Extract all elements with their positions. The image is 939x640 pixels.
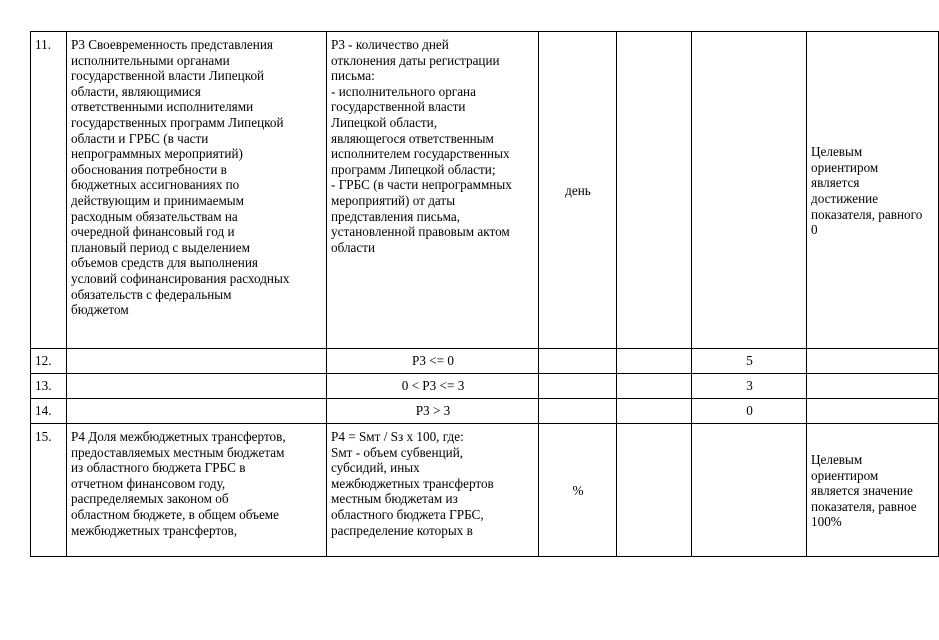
row-number: 14. (31, 399, 67, 424)
score-cell (692, 32, 807, 349)
row-number: 11. (31, 32, 67, 349)
target-cell: Целевым ориентиром является достижение показателя, равного 0 (807, 32, 939, 349)
weight-cell (617, 349, 692, 374)
indicator-formula: Р3 <= 0 (327, 349, 539, 374)
target-cell: Целевым ориентиром является значение показателя, равное 100% (807, 424, 939, 557)
row-number: 15. (31, 424, 67, 557)
target-cell (807, 349, 939, 374)
weight-cell (617, 399, 692, 424)
weight-cell (617, 424, 692, 557)
row-number: 12. (31, 349, 67, 374)
target-cell (807, 374, 939, 399)
table-row (31, 374, 939, 399)
row-number: 13. (31, 374, 67, 399)
unit-cell (539, 349, 617, 374)
target-cell (807, 399, 939, 424)
indicator-formula: Р3 - количество дней отклонения даты регистрации письма: - исполнительного органа государственной власти Липецкой области, являющегося ответственным исполнителем государственных программ Липецкой области; - ГРБС (в части непрограммных мероприятий) от даты представления письма, установленной правовым актом области (327, 32, 539, 349)
unit-cell (539, 399, 617, 424)
table-row (31, 399, 939, 424)
weight-cell (617, 374, 692, 399)
score-cell: 0 (692, 399, 807, 424)
weight-cell (617, 32, 692, 349)
unit-cell (539, 374, 617, 399)
unit-cell: % (539, 424, 617, 557)
indicator-name: Р4 Доля межбюджетных трансфертов, предоставляемых местным бюджетам из областного бюджета ГРБС в отчетном финансовом году, распределяемых законом об областном бюджете, в общем объеме межбюджетных трансфертов, (67, 424, 327, 557)
indicator-table (30, 31, 939, 557)
indicator-name: Р3 Своевременность представления исполнительными органами государственной власти Липецкой области, являющимися ответственными исполнителями государственных программ Липецкой области и ГРБС (в части непрограммных мероприятий) обоснования потребности в бюджетных ассигнованиях по действующим и принимаемым расходным обязательствам на очередной финансовый год и плановый период с выделением объемов средств для выполнения условий софинансирования расходных обязательств с федеральным бюджетом (67, 32, 327, 349)
indicator-name (67, 349, 327, 374)
unit-cell: день (539, 32, 617, 349)
table-row (31, 32, 939, 349)
indicator-formula: Р4 = Sмт / Sз х 100, где: Sмт - объем субвенций, субсидий, иных межбюджетных трансфертов местным бюджетам из областного бюджета ГРБС, распределение которых в (327, 424, 539, 557)
table-row (31, 424, 939, 557)
table-row (31, 349, 939, 374)
indicator-name (67, 374, 327, 399)
indicator-formula: 0 < Р3 <= 3 (327, 374, 539, 399)
score-cell (692, 424, 807, 557)
indicator-formula: Р3 > 3 (327, 399, 539, 424)
score-cell: 5 (692, 349, 807, 374)
score-cell: 3 (692, 374, 807, 399)
indicator-name (67, 399, 327, 424)
